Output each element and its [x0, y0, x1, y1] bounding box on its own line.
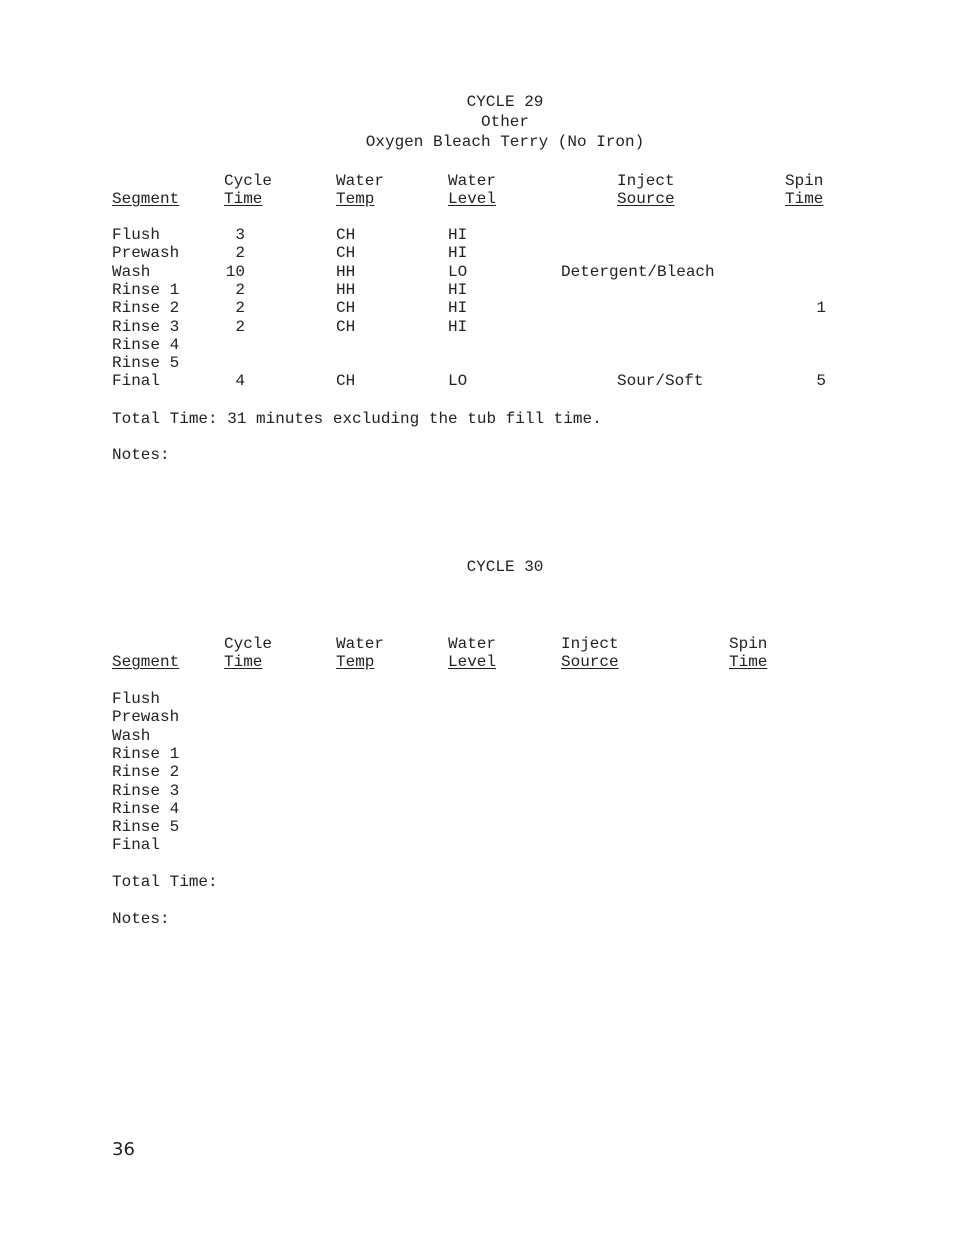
cycle30-title: CYCLE 30: [466, 558, 544, 576]
cycle29-cell-segment: Flush: [112, 226, 161, 244]
cycle29-cell-segment: Rinse 1: [112, 281, 180, 299]
cycle29-cell-segment: Rinse 5: [112, 354, 180, 372]
cycle30-cell-segment: Flush: [112, 690, 161, 708]
cycle30-cell-segment: Wash: [112, 727, 151, 745]
cycle30-header-level-bottom: Level: [448, 653, 497, 671]
cycle29-header-cycle-top: Cycle: [224, 172, 273, 190]
cycle29-title: CYCLE 29: [466, 93, 544, 111]
cycle30-header-cycle-top: Cycle: [224, 635, 273, 653]
cycle29-cell-temp: CH: [336, 244, 356, 262]
cycle29-cell-temp: CH: [336, 299, 356, 317]
cycle30-cell-segment: Prewash: [112, 708, 180, 726]
cycle29-header-segment: Segment: [112, 190, 180, 208]
cycle30-cell-segment: Rinse 5: [112, 818, 180, 836]
cycle29-cell-inject: Detergent/Bleach: [561, 263, 715, 281]
page-number: 36: [112, 1139, 135, 1160]
cycle30-header-spin-bottom: Time: [729, 653, 768, 671]
cycle30-cell-segment: Rinse 1: [112, 745, 180, 763]
cycle29-header-spin-bottom: Time: [785, 190, 824, 208]
cycle29-cell-segment: Rinse 4: [112, 336, 180, 354]
cycle29-cell-level: HI: [448, 299, 468, 317]
cycle30-header-temp-bottom: Temp: [336, 653, 375, 671]
cycle30-total-time: Total Time:: [112, 873, 218, 891]
cycle29-total-time: Total Time: 31 minutes excluding the tub fill time.: [112, 410, 602, 428]
cycle29-header-inject-top: Inject: [617, 172, 675, 190]
cycle29-name: Oxygen Bleach Terry (No Iron): [365, 133, 645, 151]
cycle29-subtitle: Other: [480, 113, 529, 131]
cycle29-cell-temp: CH: [336, 372, 356, 390]
cycle29-cell-level: LO: [448, 263, 468, 281]
cycle29-cell-temp: HH: [336, 263, 356, 281]
cycle29-cell-segment: Rinse 2: [112, 299, 180, 317]
cycle30-header-inject-top: Inject: [561, 635, 619, 653]
cycle29-header-temp-bottom: Temp: [336, 190, 375, 208]
cycle30-header-cycle-bottom: Time: [224, 653, 263, 671]
cycle29-cell-temp: CH: [336, 226, 356, 244]
cycle29-cell-level: HI: [448, 318, 468, 336]
cycle30-header-level-top: Water: [448, 635, 497, 653]
cycle29-cell-segment: Rinse 3: [112, 318, 180, 336]
cycle29-header-cycle-bottom: Time: [224, 190, 263, 208]
cycle30-cell-segment: Rinse 4: [112, 800, 180, 818]
cycle29-cell-time: 4: [235, 372, 245, 390]
cycle29-cell-time: 2: [235, 299, 245, 317]
cycle29-cell-level: HI: [448, 226, 468, 244]
cycle30-cell-segment: Rinse 2: [112, 763, 180, 781]
cycle29-header-spin-top: Spin: [785, 172, 824, 190]
cycle29-cell-level: HI: [448, 244, 468, 262]
cycle30-header-spin-top: Spin: [729, 635, 768, 653]
cycle29-header-level-bottom: Level: [448, 190, 497, 208]
cycle30-header-segment: Segment: [112, 653, 180, 671]
cycle29-cell-spin: 5: [816, 372, 826, 390]
cycle29-cell-level: HI: [448, 281, 468, 299]
cycle29-notes: Notes:: [112, 446, 170, 464]
cycle29-cell-spin: 1: [816, 299, 826, 317]
cycle29-cell-segment: Final: [112, 372, 161, 390]
cycle29-cell-temp: HH: [336, 281, 356, 299]
cycle29-cell-time: 10: [225, 263, 245, 281]
cycle29-header-inject-bottom: Source: [617, 190, 675, 208]
cycle29-cell-level: LO: [448, 372, 468, 390]
cycle30-header-temp-top: Water: [336, 635, 385, 653]
cycle29-cell-time: 2: [235, 244, 245, 262]
cycle30-cell-segment: Rinse 3: [112, 782, 180, 800]
cycle29-cell-time: 2: [235, 318, 245, 336]
cycle29-cell-time: 3: [235, 226, 245, 244]
cycle30-notes: Notes:: [112, 910, 170, 928]
cycle29-header-level-top: Water: [448, 172, 497, 190]
cycle29-cell-temp: CH: [336, 318, 356, 336]
cycle29-cell-time: 2: [235, 281, 245, 299]
cycle29-cell-inject: Sour/Soft: [617, 372, 704, 390]
cycle30-header-inject-bottom: Source: [561, 653, 619, 671]
cycle29-header-temp-top: Water: [336, 172, 385, 190]
cycle29-cell-segment: Wash: [112, 263, 151, 281]
cycle30-cell-segment: Final: [112, 836, 161, 854]
cycle29-cell-segment: Prewash: [112, 244, 180, 262]
